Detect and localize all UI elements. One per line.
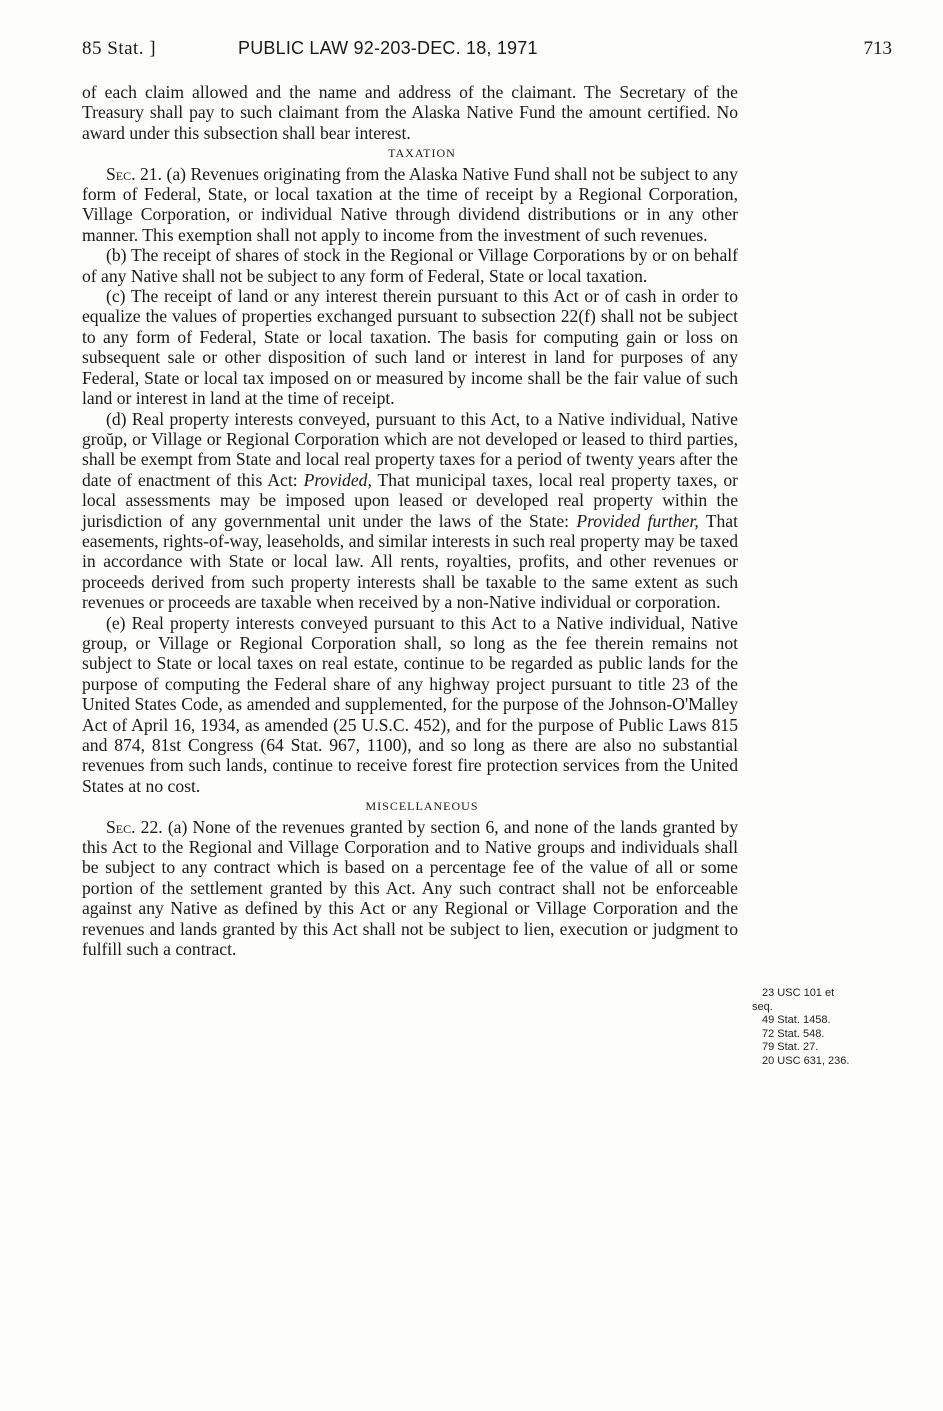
paragraph-continuation: of each claim allowed and the name and address of the claimant. The Secretary of the Treasury shall pay to such claimant from the Alaska Native Fund the amount certified. No award under this subsection shall bear interest. — [82, 82, 738, 143]
sec22-a-text: (a) None of the revenues granted by section 6, and none of the lands granted by this Act to the Regional and Village Corporation and to Native groups and individuals shall be subject to any contract which is based on a percentage fee of the value of all or some portion of the settlement granted by this Act. Any such contract shall not be enforceable against any Native as defined by this Act or any Regional or Village Corporation and the revenues and lands granted by this Act shall not be subject to lien, execution or judgment to fulfill such a contract. — [82, 816, 738, 960]
sec21-a-text: (a) Revenues originating from the Alaska Native Fund shall not be subject to any form of Federal, State, or local taxation at the time of receipt by a Regional Corporation, Village Corporation, or individual Native through dividend distributions or in any other manner. This exemption shall not apply to income from the investment of such revenues. — [82, 163, 738, 245]
paragraph-sec22-a — [82, 817, 738, 960]
paragraph-sec21-d — [82, 409, 738, 613]
margin-note: 79 Stat. 27. — [762, 1041, 819, 1053]
page-number: 713 — [863, 38, 892, 59]
margin-citations — [752, 987, 942, 1068]
margin-note: 20 USC 631, 236. — [762, 1054, 850, 1067]
sec21-d-text-1: (d) Real property interests conveyed, pursuant to this Act, to a Native individual, Native groŭp, or Village or Regional Corporation which are not developed or leased to third parties, shall be exempt from State and local real property taxes for a period of twenty years after the date of enactment of this Act: — [82, 408, 738, 490]
margin-note: 72 Stat. 548. — [762, 1027, 825, 1040]
section-label: Sec. 21. — [106, 163, 163, 184]
paragraph-sec21-e: (e) Real property interests conveyed pursuant to this Act to a Native individual, Native group, or Village or Regional Corporation shall, so long as the fee therein remains not subject to State or local taxes on real estate, continue to be regarded as public lands for the purpose of computing the Federal share of any highway project pursuant to title 23 of the United States Code, as amended and supplemented, for the purpose of the Johnson-O'Malley Act of April 16, 1934, as amended (25 U.S.C. 452), and for the purpose of Public Laws 815 and 874, 81st Congress (64 Stat. 967, 1100), and so long as there are also no substantial revenues from such lands, continue to receive forest fire protection services from the United States at no cost. — [82, 612, 738, 796]
statute-reference: 85 Stat. ] — [82, 38, 157, 59]
proviso-2: Provided further, — [576, 510, 699, 531]
paragraph-sec21-b: (b) The receipt of shares of stock in the Regional or Village Corporations by or on behalf of any Native shall not be subject to any form of Federal, State or local taxation. — [82, 245, 738, 286]
proviso-1: Provided, — [303, 469, 372, 490]
sec21-d-text-3: That easements, rights-of-way, leaseholds, and similar interests in such real property may be taxed in accordance with State or local law. All rents, royalties, profits, and other revenues or proceeds derived from such property interests shall be taxable to the same extent as such revenues or proceeds are taxable when received by a non-Native individual or corporation. — [82, 510, 738, 613]
running-title: PUBLIC LAW 92-203-DEC. 18, 1971 — [238, 38, 538, 58]
section-heading-taxation: TAXATION — [388, 146, 456, 161]
page-header — [82, 38, 892, 66]
sec21-d-text-2: That municipal taxes, local real property taxes, or local assessments may be imposed upon leased or developed real property within the jurisdiction of any governmental unit under the laws of the State: — [82, 469, 738, 531]
margin-note: seq. — [752, 1000, 773, 1013]
paragraph-sec21-c: (c) The receipt of land or any interest therein pursuant to this Act or of cash in order to equalize the values of properties exchanged pursuant to subsection 22(f) shall not be subject to any form of Federal, State or local taxation. The basis for computing gain or loss on subsequent sale or other disposition of such land or interest in land for purposes of any Federal, State or local tax imposed on or measured by income shall be the fair value of such land or interest in land at the time of receipt. — [82, 286, 738, 409]
body-text — [82, 82, 738, 959]
section-heading-miscellaneous: MISCELLANEOUS — [365, 799, 479, 814]
paragraph-sec21-a — [82, 164, 738, 246]
margin-note: 49 Stat. 1458. — [762, 1014, 831, 1026]
section-label: Sec. 22. — [106, 816, 163, 837]
margin-note: 23 USC 101 et — [762, 987, 835, 999]
